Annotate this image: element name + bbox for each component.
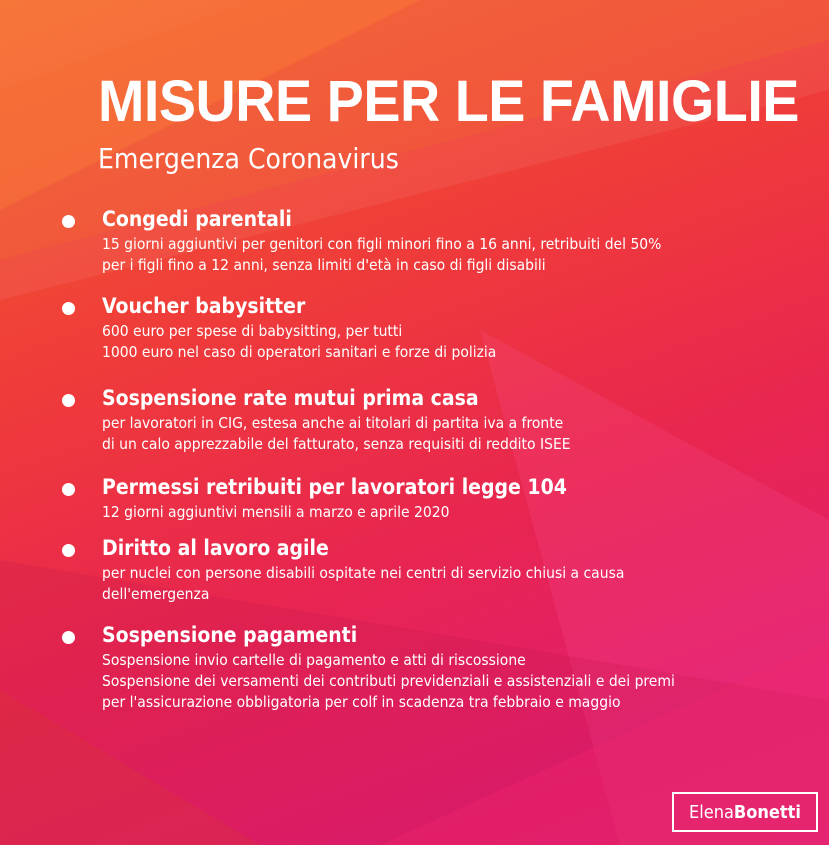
- item-line: per l'assicurazione obbligatoria per colf in scadenza tra febbraio e maggio: [102, 693, 621, 711]
- item-heading: Sospensione rate mutui prima casa: [102, 386, 479, 410]
- list-item: [58, 533, 818, 620]
- item-line: per i figli fino a 12 anni, senza limiti d'età in caso di figli disabili: [102, 256, 546, 274]
- item-heading: Diritto al lavoro agile: [102, 536, 329, 560]
- item-heading: Congedi parentali: [102, 207, 292, 231]
- item-heading: Permessi retribuiti per lavoratori legge 104: [102, 475, 567, 499]
- bullet-icon: [62, 302, 75, 315]
- bullet-icon: [62, 631, 75, 644]
- item-line: Sospensione invio cartelle di pagamento e atti di riscossione: [102, 651, 526, 669]
- item-line: 600 euro per spese di babysitting, per tutti: [102, 322, 403, 340]
- item-line: 12 giorni aggiuntivi mensili a marzo e aprile 2020: [102, 503, 450, 521]
- item-line: per nuclei con persone disabili ospitate nei centri di servizio chiusi a causa: [102, 564, 625, 582]
- page-title: MISURE PER LE FAMIGLIE: [98, 69, 799, 134]
- page-subtitle: Emergenza Coronavirus: [98, 142, 399, 175]
- item-line: dell'emergenza: [102, 585, 210, 603]
- item-line: 15 giorni aggiuntivi per genitori con figli minori fino a 16 anni, retribuiti del 50%: [102, 235, 662, 253]
- brand-last-name: Bonetti: [733, 801, 801, 823]
- list-item: [58, 620, 818, 730]
- measures-list: [58, 204, 818, 730]
- item-line: 1000 euro nel caso di operatori sanitari e forze di polizia: [102, 343, 497, 361]
- item-heading: Voucher babysitter: [102, 294, 306, 318]
- item-line: Sospensione dei versamenti dei contributi previdenziali e assistenziali e dei premi: [102, 672, 675, 690]
- list-item: [58, 383, 818, 472]
- item-heading: Sospensione pagamenti: [102, 623, 358, 647]
- item-line: di un calo apprezzabile del fatturato, senza requisiti di reddito ISEE: [102, 435, 571, 453]
- list-item: [58, 204, 818, 291]
- bullet-icon: [62, 483, 75, 496]
- list-item: [58, 472, 818, 533]
- bullet-icon: [62, 394, 75, 407]
- brand-logo: [672, 792, 818, 832]
- list-item: [58, 291, 818, 383]
- bullet-icon: [62, 215, 75, 228]
- item-line: per lavoratori in CIG, estesa anche ai titolari di partita iva a fronte: [102, 414, 564, 432]
- brand-first-name: Elena: [689, 801, 734, 823]
- bullet-icon: [62, 544, 75, 557]
